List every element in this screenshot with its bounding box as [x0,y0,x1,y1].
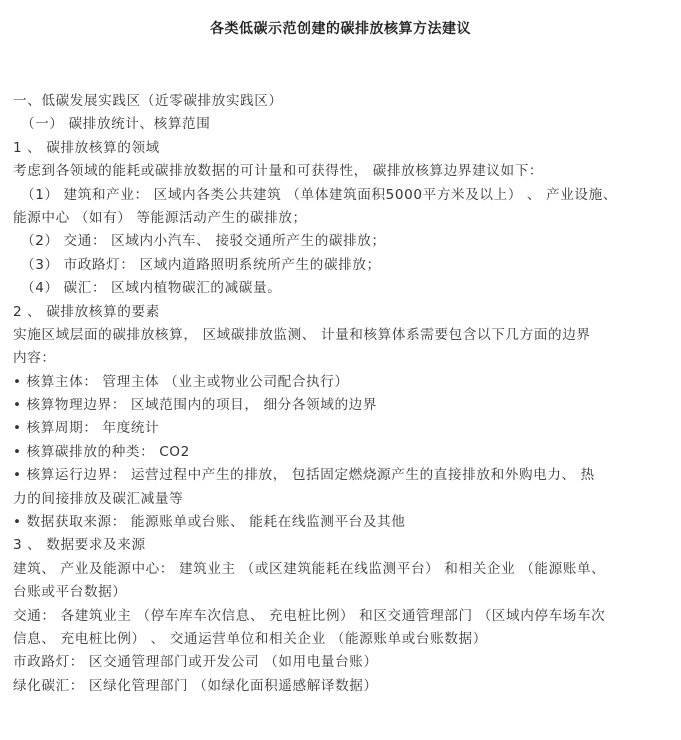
document-body [13,90,663,698]
paragraph-line: 考虑到各领域的能耗或碳排放数据的可计量和可获得性， 碳排放核算边界建议如下： [13,163,544,180]
section-heading: 一、低碳发展实践区（近零碳排放实践区） [13,93,283,109]
paragraph-line: 交通： 各建筑业主 （停车库车次信息、 充电桩比例） 和区交通管理部门 （区域内停车场车次 [13,607,606,624]
bullet-item-continuation: 力的间接排放及碳汇减量等 [13,490,184,507]
numbered-heading: 2 、 碳排放核算的要素 [13,303,160,320]
list-item-line: （2） 交通： 区域内小汽车、 接驳交通所产生的碳排放； [21,233,386,250]
list-item-line: （4） 碳汇： 区域内植物碳汇的减碳量。 [21,280,282,297]
list-item-line: （1） 建筑和产业： 区域内各类公共建筑 （单体建筑面积5000平方米及以上） 、 产业设施、 [21,186,618,203]
paragraph-line: 市政路灯： 区交通管理部门或开发公司 （如用电量台账） [13,654,378,671]
numbered-heading: 1 、 碳排放核算的领域 [13,139,160,156]
bullet-item: • 核算碳排放的种类： CO2 [13,443,190,460]
bullet-item: • 核算主体： 管理主体 （业主或物业公司配合执行） [13,373,349,390]
paragraph-line: 建筑、 产业及能源中心： 建筑业主 （或区建筑能耗在线监测平台） 和相关企业 （能源账单、 [13,560,606,577]
numbered-heading: 3 、 数据要求及来源 [13,537,146,554]
document-title: 各类低碳示范创建的碳排放核算方法建议 [210,21,471,37]
paragraph-line: 信息、 充电桩比例） 、 交通运营单位和相关企业 （能源账单或台账数据） [13,630,487,647]
list-item-continuation: 能源中心 （如有） 等能源活动产生的碳排放； [13,209,307,226]
bullet-item: • 核算周期： 年度统计 [13,420,160,437]
bullet-item: • 数据获取来源： 能源账单或台账、 能耗在线监测平台及其他 [13,514,406,531]
bullet-item: • 核算物理边界： 区域范围内的项目， 细分各领域的边界 [13,397,378,414]
bullet-item: • 核算运行边界： 运营过程中产生的排放， 包括固定燃烧源产生的直接排放和外购电力、 热 [13,467,595,484]
paragraph-line: 内容： [13,350,56,367]
subsection-heading: （一） 碳排放统计、核算范围 [21,116,211,133]
paragraph-line: 实施区域层面的碳排放核算， 区域碳排放监测、 计量和核算体系需要包含以下几方面的边界 [13,326,591,343]
list-item-line: （3） 市政路灯： 区域内道路照明系统所产生的碳排放； [21,256,381,273]
paragraph-line: 台账或平台数据） [13,584,127,601]
paragraph-line: 绿化碳汇： 区绿化管理部门 （如绿化面积遥感解译数据） [13,677,378,694]
